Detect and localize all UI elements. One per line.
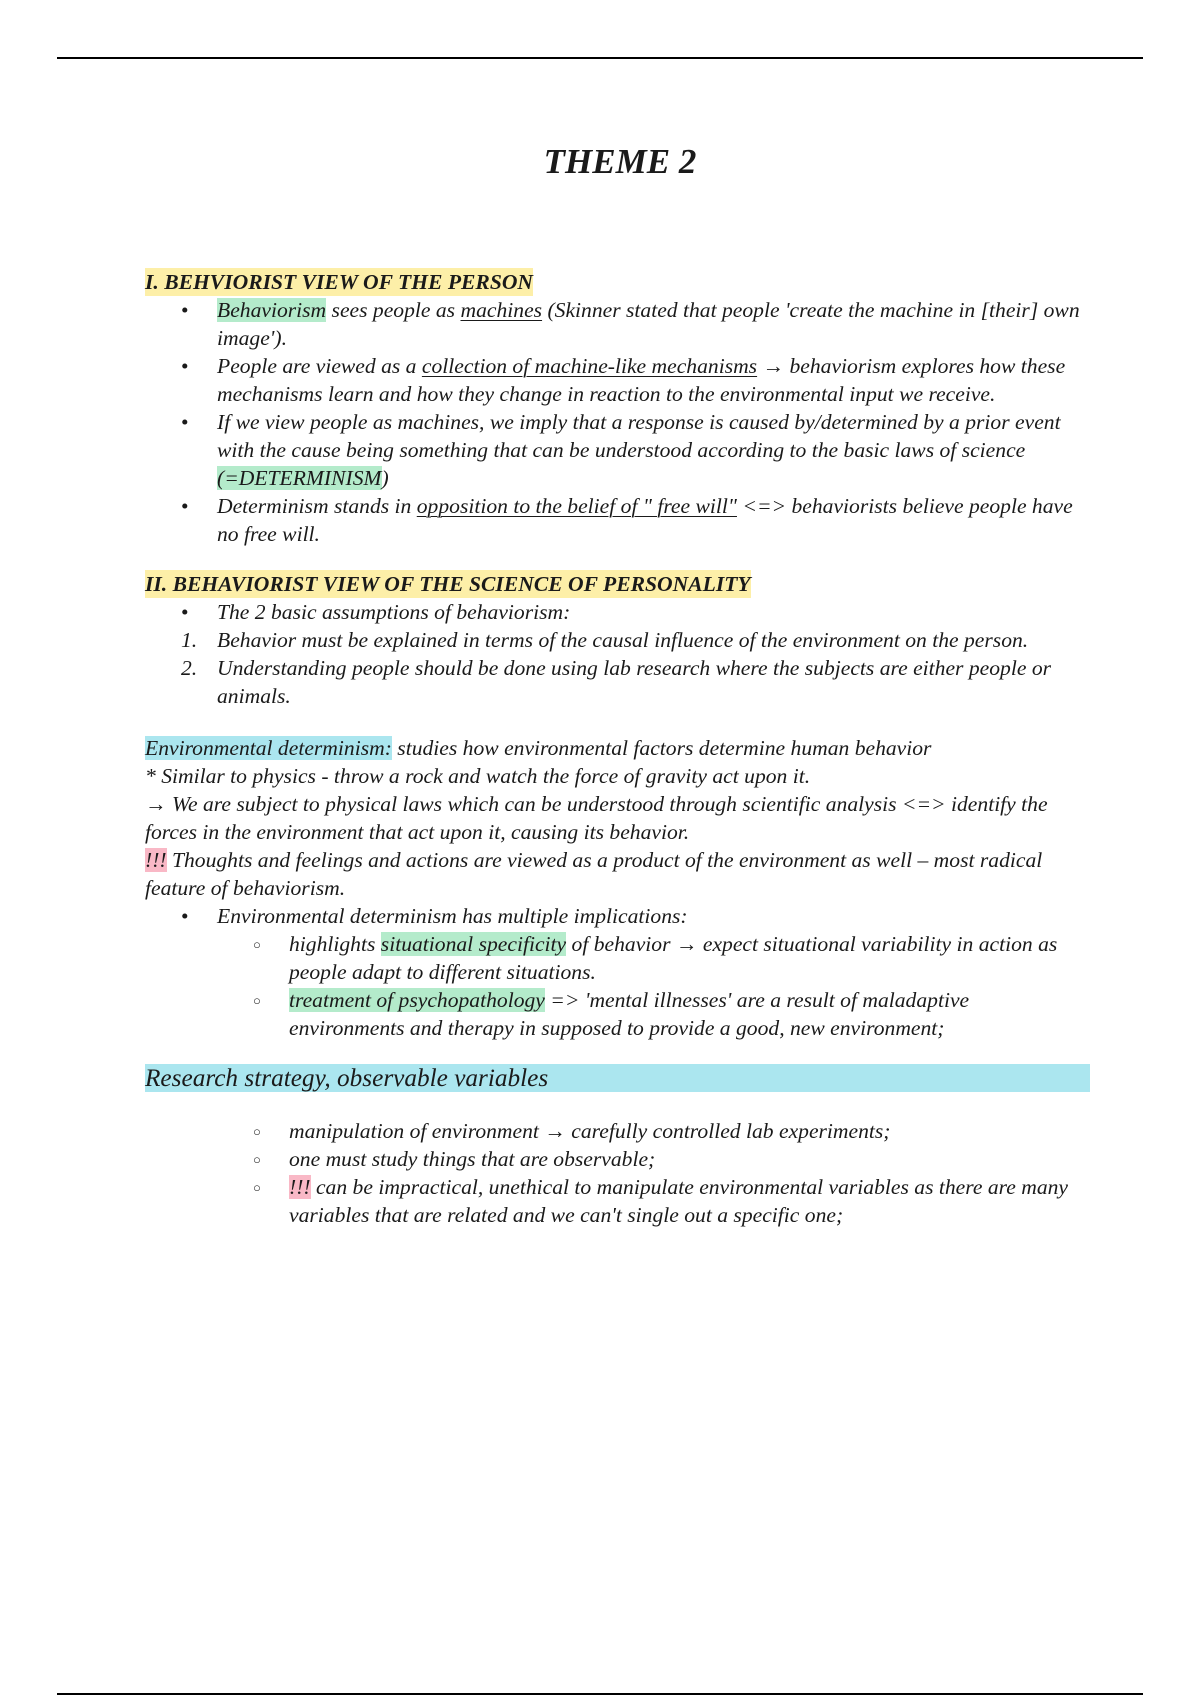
research-heading: Research strategy, observable variables xyxy=(145,1064,1090,1092)
numbered-item: 1. Behavior must be explained in terms of the causal influence of the environment on the person. xyxy=(181,628,1029,652)
research-list xyxy=(145,1117,1090,1229)
section-1-list xyxy=(145,296,1090,548)
document-body xyxy=(145,268,1090,1229)
implications-list xyxy=(145,902,1090,930)
list-item: • The 2 basic assumptions of behaviorism: xyxy=(145,598,1090,626)
sub-list-item: ○ one must study things that are observable; xyxy=(145,1145,1090,1173)
underlined-text: machines xyxy=(460,298,543,322)
page-title: THEME 2 xyxy=(543,142,697,181)
section-2-bullet-list xyxy=(145,598,1090,626)
env-determinism-block: Environmental determinism: studies how environmental factors determine human behavior * Similar to physics - throw a rock and watch the force of gravity act upon it. → We are subject to physical laws which can be understood through scientific analysis <=> identify the forces in the environment that act upon it, causing its behavior. !!! Thoughts and feelings and actions are viewed as a product of the environment as well – most radical feature of behaviorism. xyxy=(145,736,1048,900)
underlined-text: collection of machine-like mechanisms xyxy=(421,354,758,378)
list-item: • If we view people as machines, we imply that a response is caused by/determined by a prior event with the cause being something that can be understood according to the basic laws of science (=DETERMINISM) xyxy=(145,408,1090,492)
highlight-term: Environmental determinism: xyxy=(145,736,392,760)
bottom-rule xyxy=(57,1693,1143,1695)
highlight-term: (=DETERMINISM xyxy=(217,466,382,490)
top-rule xyxy=(57,57,1143,59)
highlight-term: situational specificity xyxy=(380,932,567,956)
sub-list-item: ○ !!! can be impractical, unethical to manipulate environmental variables as there are many variables that are related and we can't single out a specific one; xyxy=(145,1173,1090,1229)
assumptions-list xyxy=(145,626,1090,710)
numbered-item: 2. Understanding people should be done using lab research where the subjects are either people or animals. xyxy=(181,656,1052,708)
sub-list-item: ○ highlights situational specificity of behavior → expect situational variability in action as people adapt to different situations. xyxy=(145,930,1090,986)
list-item: • People are viewed as a collection of machine-like mechanisms → behaviorism explores how these mechanisms learn and how they change in reaction to the environmental input we receive. xyxy=(145,352,1090,408)
list-item: • Behaviorism sees people as machines (Skinner stated that people 'create the machine in [their] own image'). xyxy=(145,296,1090,352)
alert-marker: !!! xyxy=(145,848,167,872)
section-2-heading: II. BEHAVIORIST VIEW OF THE SCIENCE OF PERSONALITY xyxy=(145,572,751,596)
highlight-term: Behaviorism xyxy=(217,298,327,322)
sub-list-item: ○ manipulation of environment → carefully controlled lab experiments; xyxy=(145,1117,1090,1145)
highlight-term: treatment of psychopathology xyxy=(289,988,545,1012)
section-1-heading: I. BEHVIORIST VIEW OF THE PERSON xyxy=(145,270,534,294)
list-item: • Determinism stands in opposition to the belief of " free will" <=> behaviorists believe people have no free will. xyxy=(145,492,1090,548)
sub-list-item: ○ treatment of psychopathology => 'mental illnesses' are a result of maladaptive environments and therapy in supposed to provide a good, new environment; xyxy=(145,986,1090,1042)
list-item: • Environmental determinism has multiple implications: xyxy=(145,902,1090,930)
underlined-text: opposition to the belief of " free will" xyxy=(416,494,737,518)
alert-marker: !!! xyxy=(289,1175,311,1200)
implications-sublist xyxy=(145,930,1090,1042)
